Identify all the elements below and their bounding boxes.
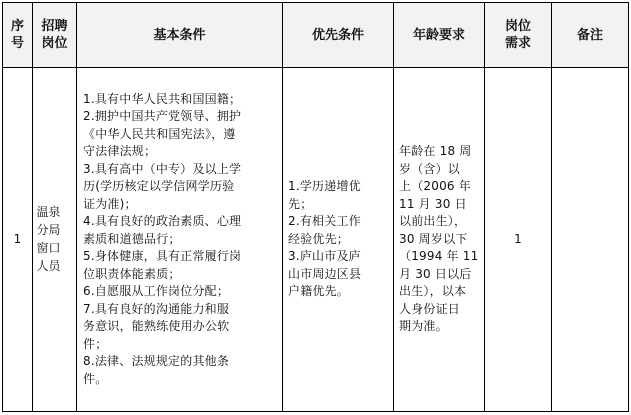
basic-condition-line: 位职责体能素质；: [83, 266, 181, 281]
header-post-line: 招聘: [41, 19, 68, 34]
basic-condition-line: 7.具有良好的沟通能力和服: [83, 301, 230, 316]
cell-remark: [552, 68, 629, 412]
basic-condition-line: 5.身体健康，具有正常履行岗: [83, 249, 242, 264]
cell-post: [33, 68, 77, 412]
basic-condition-line: 件。: [83, 371, 108, 386]
age-requirement-line: 人身份证日: [399, 301, 461, 316]
header-remark: 备注: [552, 3, 629, 68]
basic-condition-line: 8.法律、法规规定的其他条: [83, 354, 230, 369]
priority-condition-line: 户籍优先。: [288, 284, 350, 299]
basic-condition-line: 务意识，能熟练使用办公软: [83, 319, 230, 334]
cell-basic-conditions: [77, 68, 283, 412]
basic-condition-line: 证为准)；: [83, 196, 137, 211]
age-requirement-line: 岁（含）以: [399, 161, 461, 176]
post-name: [37, 203, 73, 275]
basic-condition-line: 1.具有中华人民共和国国籍；: [83, 91, 242, 106]
basic-condition-line: 守法律法规；: [83, 144, 157, 159]
priority-condition-line: 经验优先；: [288, 231, 350, 246]
age-requirement-line: 11 月 30 日: [399, 196, 467, 211]
post-line: 温泉: [36, 205, 61, 220]
header-demand-line: 岗位: [504, 19, 531, 34]
header-basic-conditions: 基本条件: [77, 3, 283, 68]
post-line: 分局: [36, 223, 61, 238]
age-requirement-line: 30 周岁以下: [399, 231, 468, 246]
header-seq-line: 号: [10, 36, 24, 51]
cell-post-demand: 1: [485, 68, 552, 412]
header-row: [3, 3, 629, 68]
header-post-line: 岗位: [41, 36, 68, 51]
cell-priority-conditions: [283, 68, 394, 412]
post-line: 窗口: [36, 241, 61, 256]
basic-condition-line: 2.拥护中国共产党领导、拥护: [83, 109, 242, 124]
basic-condition-line: 6.自愿服从工作岗位分配；: [83, 284, 230, 299]
header-post: [33, 3, 77, 68]
basic-condition-line: 3.具有高中（中专）及以上学: [83, 161, 242, 176]
basic-condition-line: 历(学历核定以学信网学历验: [83, 179, 235, 194]
age-requirement-line: 上（2006 年: [399, 179, 471, 194]
priority-condition-line: 2.有相关工作: [288, 214, 361, 229]
age-requirement-line: 月 30 日以后: [399, 266, 472, 281]
age-requirement-line: 以前出生），: [399, 214, 467, 229]
priority-condition-line: 先；: [288, 196, 313, 211]
priority-condition-line: 1.学历递增优: [288, 179, 361, 194]
header-post-demand: [485, 3, 552, 68]
basic-condition-line: 《中华人民共和国宪法》，遵: [83, 126, 236, 141]
age-requirement-line: 出生），以本: [399, 284, 467, 299]
age-requirement-line: 年龄在 18 周: [399, 144, 472, 159]
table-row: [3, 68, 629, 412]
basic-condition-line: 素质和道德品行；: [83, 231, 181, 246]
age-requirement-line: 期为准。: [399, 319, 448, 334]
priority-condition-line: 山市周边区县: [288, 266, 362, 281]
header-age-requirement: 年龄要求: [394, 3, 485, 68]
header-seq-line: 序: [10, 19, 24, 34]
header-priority-conditions: 优先条件: [283, 3, 394, 68]
age-requirement-line: （1994 年 11: [399, 249, 479, 264]
basic-condition-line: 4.具有良好的政治素质、心理: [83, 214, 242, 229]
recruitment-table: [2, 2, 629, 412]
post-line: 人员: [36, 259, 61, 274]
cell-seq: 1: [3, 68, 33, 412]
header-seq: [3, 3, 33, 68]
header-demand-line: 需求: [504, 36, 531, 51]
priority-condition-line: 3.庐山市及庐: [288, 249, 361, 264]
cell-age-requirement: [394, 68, 485, 412]
basic-condition-line: 件；: [83, 336, 108, 351]
